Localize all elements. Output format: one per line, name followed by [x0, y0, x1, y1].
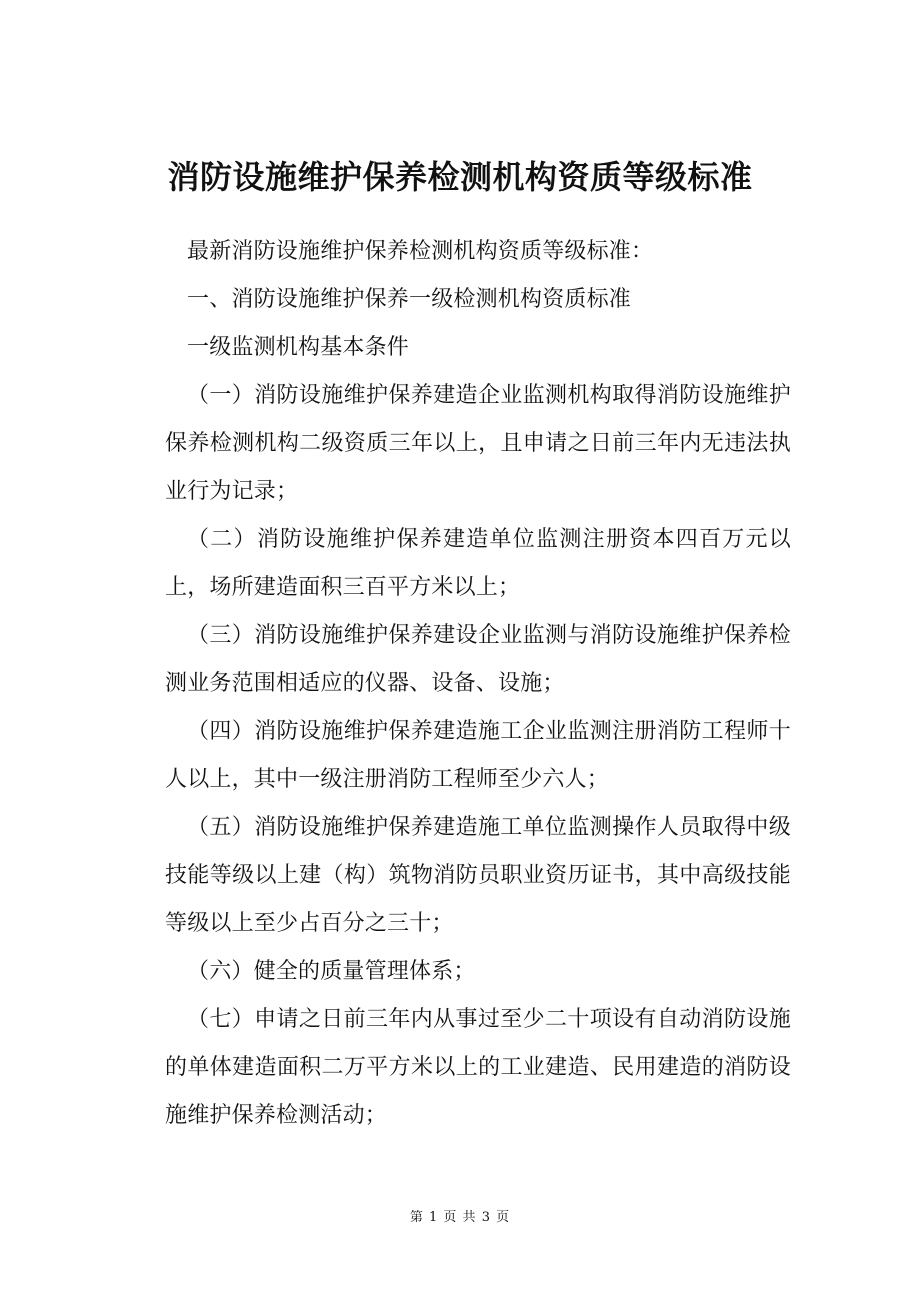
- subsection-heading: 一级监测机构基本条件: [187, 335, 410, 360]
- document-title: 消防设施维护保养检测机构资质等级标准: [167, 158, 753, 197]
- condition-item-7: （七）申请之日前三年内从事过至少二十项设有自动消防设施的单体建造面积二万平方米以上的工业建造、民用建造的消防设施维护保养检测活动；: [165, 1007, 791, 1128]
- document-body: [165, 228, 791, 1140]
- condition-item-3: （三）消防设施维护保养建设企业监测与消防设施维护保养检测业务范围相适应的仪器、设备、设施；: [165, 623, 791, 696]
- condition-item-6: （六）健全的质量管理体系；: [187, 959, 476, 984]
- section-heading: 一、消防设施维护保养一级检测机构资质标准: [187, 287, 632, 312]
- condition-item-1: （一）消防设施维护保养建造企业监测机构取得消防设施维护保养检测机构二级资质三年以上，且申请之日前三年内无违法执业行为记录；: [165, 383, 791, 504]
- condition-item-5: （五）消防设施维护保养建造施工单位监测操作人员取得中级技能等级以上建（构）筑物消防员职业资历证书，其中高级技能等级以上至少占百分之三十；: [165, 815, 791, 936]
- page-footer: 第 1 页 共 3 页: [409, 1210, 511, 1225]
- condition-item-4: （四）消防设施维护保养建造施工企业监测注册消防工程师十人以上，其中一级注册消防工程师至少六人；: [165, 719, 791, 792]
- paragraph-intro: 最新消防设施维护保养检测机构资质等级标准：: [187, 239, 654, 264]
- condition-item-2: （二）消防设施维护保养建造单位监测注册资本四百万元以上，场所建造面积三百平方米以上；: [165, 527, 791, 600]
